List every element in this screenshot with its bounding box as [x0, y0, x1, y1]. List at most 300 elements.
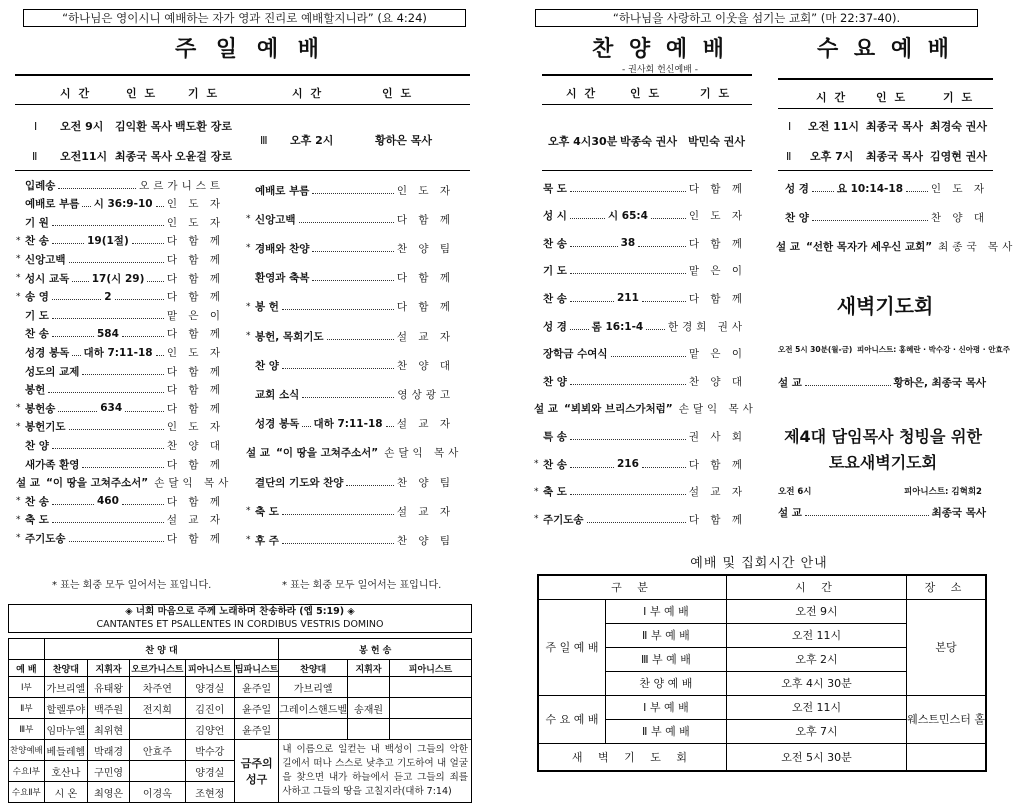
- order-label: 성 경: [785, 182, 809, 195]
- order-row: [246, 270, 454, 286]
- order-detail: 634: [100, 402, 123, 415]
- leader-dots: [570, 378, 686, 385]
- wed-service-1-prayer: 최경숙 권사: [930, 120, 987, 133]
- order-person: 다 함 께: [396, 213, 454, 226]
- order-row: [246, 211, 454, 227]
- service-2-time: 오전11시: [60, 150, 108, 163]
- order-detail: 19(1절): [87, 235, 129, 248]
- divider-header: [15, 104, 470, 105]
- schedule-hdr-category: 구 분: [538, 575, 726, 599]
- schedule-wed-place: 웨스트민스터 홀: [907, 695, 986, 743]
- order-row: [16, 456, 224, 472]
- order-label: 찬 양: [543, 375, 567, 388]
- order-row: [246, 445, 463, 461]
- choir-cell: 송재원: [348, 698, 390, 719]
- order-row: [246, 503, 454, 519]
- order-detail: “뵈뵈와 브리스가처럼”: [563, 403, 673, 416]
- choir-cell: [390, 719, 472, 740]
- choir-cell: 윤주일: [234, 677, 278, 698]
- order-row: [16, 437, 224, 453]
- table-row: [9, 698, 472, 719]
- wed-service-2-num: Ⅱ: [786, 150, 792, 163]
- dawn-preacher-row: [778, 374, 986, 390]
- service-1-leader: 김익환 목사: [115, 120, 172, 133]
- order-label: 환영과 축복: [255, 272, 310, 285]
- leader-dots: [570, 323, 589, 330]
- order-person: 인 도 자: [166, 421, 224, 434]
- saturday-preacher: 최종국 목사: [931, 506, 986, 519]
- order-label: 축 도: [543, 486, 567, 499]
- service-cell: 수요Ⅰ부: [9, 761, 45, 782]
- order-label: 찬 송: [25, 328, 49, 341]
- order-row: [16, 251, 224, 267]
- saturday-title-1: 제4대 담임목사 청빙을 위한: [784, 427, 982, 446]
- service-cell: Ⅰ부: [9, 677, 45, 698]
- choir-cell: 양경실: [185, 761, 234, 782]
- stand-marker: *: [16, 421, 21, 432]
- leader-dots: [327, 333, 394, 340]
- order-label: 송 영: [25, 291, 49, 304]
- choir-cell: [390, 677, 472, 698]
- service-1-num: Ⅰ: [34, 120, 38, 133]
- stand-marker: *: [246, 506, 251, 517]
- schedule-dawn-time: 오전 5시 30분: [726, 743, 906, 771]
- wed-hdr-prayer: 기 도: [943, 91, 975, 104]
- schedule-sunday-label: 주 일 예 배: [538, 599, 605, 695]
- order-person: 인 도 자: [166, 198, 224, 211]
- hdr-time-a: 시 간: [60, 87, 92, 100]
- schedule-dawn-label: 새 벽 기 도 회: [538, 743, 726, 771]
- order-label: 성 시: [543, 210, 567, 223]
- choir-cell: [390, 698, 472, 719]
- service-3-leader: 황하은 목사: [375, 134, 432, 147]
- order-person: 찬 양 팀: [396, 476, 454, 489]
- saturday-title-2: 토요새벽기도회: [828, 453, 938, 472]
- order-row: [16, 289, 224, 305]
- order-label: 성도의 교제: [25, 365, 80, 378]
- order-person: 다 함 께: [166, 235, 225, 248]
- wednesday-title: 수 요 예 배: [817, 37, 953, 62]
- choir-cell: 조현정: [185, 782, 234, 803]
- golden-verse-text: 내 이름으로 일컫는 내 백성이 그들의 악한 길에서 떠나 스스로 낮추고 기도하여 내 얼굴을 찾으면 내가 하늘에서 듣고 그들의 죄를 사하고 그들의 땅을 고칠지라(대하 7:14): [279, 740, 472, 803]
- order-detail: 38: [620, 237, 636, 250]
- wed-hdr-leader: 인 도: [876, 91, 908, 104]
- order-row: [16, 363, 224, 379]
- leader-dots: [52, 516, 164, 523]
- choir-cell: 이경옥: [130, 782, 186, 803]
- praise-time: 오후 4시30분: [548, 135, 618, 148]
- order-person: 다 함 께: [166, 532, 224, 545]
- order-detail: 대하 7:11-18: [313, 418, 383, 431]
- choir-verse-la: CANTANTES ET PSALLENTES IN CORDIBUS VESTRIS DOMINO: [96, 619, 384, 630]
- choir-verse-ko: ◈ 너희 마음으로 주께 노래하며 찬송하라 (엡 5:19) ◈: [125, 606, 355, 617]
- schedule-row-time: 오후 7시: [726, 719, 906, 743]
- leader-dots: [132, 237, 164, 244]
- order-label: 찬 양: [255, 359, 279, 372]
- order-row: [534, 290, 746, 306]
- wed-service-1-num: Ⅰ: [788, 120, 792, 133]
- choir-cell: 최위현: [88, 719, 130, 740]
- order-label: 묵 도: [543, 182, 567, 195]
- order-label: 설 교: [534, 403, 558, 416]
- choir-col-header: 찬양대: [279, 660, 348, 677]
- praise-subtitle: - 권사회 헌신예배 -: [622, 65, 698, 75]
- schedule-row-time: 오전 11시: [726, 623, 906, 647]
- choir-group-header: 찬 양 대: [44, 639, 279, 660]
- stand-marker: *: [534, 459, 539, 469]
- order-person: 최종국 목사: [938, 240, 1016, 253]
- service-cell: Ⅲ부: [9, 719, 45, 740]
- order-row: [16, 400, 224, 416]
- stand-marker: *: [534, 486, 539, 497]
- choir-cell: [348, 677, 390, 698]
- choir-cell: 김진이: [185, 698, 234, 719]
- order-person: 인 도 자: [166, 346, 224, 359]
- hdr-leader-b: 인 도: [382, 87, 414, 100]
- schedule-row-name: Ⅰ 부 예 배: [605, 695, 726, 719]
- stand-marker: *: [246, 301, 251, 312]
- order-detail: 17(시 29): [91, 272, 145, 285]
- choir-table: [8, 638, 472, 803]
- leader-dots: [58, 405, 97, 412]
- choir-cell: 김양언: [185, 719, 234, 740]
- order-row: [534, 263, 746, 279]
- service-2-leader: 최종국 목사: [115, 150, 172, 163]
- sunday-title: 주 일 예 배: [175, 37, 325, 62]
- choir-cell: 박수강: [185, 740, 234, 761]
- schedule-row-name: Ⅱ 부 예 배: [605, 719, 726, 743]
- order-detail: 460: [96, 495, 119, 508]
- choir-col-header: 지휘자: [348, 660, 390, 677]
- schedule-hdr-time: 시 간: [726, 575, 906, 599]
- leader-dots: [156, 200, 164, 207]
- leader-dots: [282, 508, 394, 515]
- right-verse-text: “하나님을 사랑하고 이웃을 섬기는 교회” (마 22:37-40).: [612, 11, 901, 25]
- wed-service-2-prayer: 김영현 권사: [930, 150, 987, 163]
- order-label: 신앙고백: [25, 253, 66, 266]
- table-row: [9, 719, 472, 740]
- stand-marker: *: [16, 533, 21, 544]
- schedule-title: 예배 및 집회시간 안내: [690, 556, 828, 571]
- order-label: 장학금 수여식: [543, 348, 608, 361]
- order-label: 찬 양: [785, 211, 809, 224]
- hdr-time-b: 시 간: [292, 87, 324, 100]
- order-row: [534, 401, 757, 417]
- order-person: 설 교 자: [688, 486, 746, 499]
- dawn-pianists: 피아니스트: 홍혜란 · 박수강 · 신아평 · 안효주: [857, 345, 1010, 354]
- leader-dots: [812, 185, 834, 192]
- leader-dots: [82, 461, 164, 468]
- order-row: [246, 416, 454, 432]
- service-cell: 찬양예배: [9, 740, 45, 761]
- right-verse-box: [535, 9, 978, 27]
- choir-cell: 가브리엘: [279, 677, 348, 698]
- order-person: 맡 은 이: [688, 348, 746, 361]
- leader-dots: [642, 461, 686, 468]
- leader-dots: [122, 498, 164, 505]
- order-label: 경배와 찬양: [255, 242, 310, 255]
- leader-dots: [570, 267, 686, 274]
- order-person: 인 도 자: [396, 184, 454, 197]
- order-detail: 요 10:14-18: [836, 182, 904, 195]
- table-row: [9, 740, 472, 761]
- choir-cell: 윤주일: [234, 719, 278, 740]
- order-label: 찬 양: [25, 439, 49, 452]
- leader-dots: [72, 275, 89, 282]
- order-row: [16, 307, 224, 323]
- divider-services: [15, 170, 470, 171]
- leader-dots: [570, 488, 686, 495]
- order-label: 찬 송: [543, 237, 567, 250]
- leader-dots: [52, 498, 94, 505]
- order-label: 새가족 환영: [25, 458, 80, 471]
- order-label: 성경 봉독: [255, 418, 300, 431]
- order-row: [776, 238, 1016, 254]
- order-person: 오르가니스트: [139, 179, 224, 192]
- order-label: 찬 송: [543, 292, 567, 305]
- order-person: 손달익 목사: [384, 447, 463, 460]
- left-verse-box: [23, 9, 466, 27]
- leader-dots: [282, 303, 394, 310]
- leader-dots: [570, 461, 614, 468]
- choir-cell: 구민영: [88, 761, 130, 782]
- order-row: [16, 326, 224, 342]
- leader-dots: [72, 349, 80, 356]
- order-row: [534, 208, 746, 224]
- leader-dots: [302, 420, 310, 427]
- choir-cell: 유태왕: [88, 677, 130, 698]
- order-person: 손달익 목사: [154, 477, 233, 490]
- leader-dots: [570, 185, 686, 192]
- order-label: 주기도송: [543, 513, 584, 526]
- leader-dots: [69, 535, 164, 542]
- saturday-preacher-row: [778, 504, 986, 520]
- leader-dots: [52, 293, 101, 300]
- wed-divider-hdr: [778, 108, 993, 109]
- order-row: [16, 493, 224, 509]
- order-person: 다 함 께: [166, 402, 224, 415]
- wed-hdr-time: 시 간: [816, 91, 848, 104]
- order-label: 예배로 부름: [255, 184, 310, 197]
- praise-divider-hdr: [542, 104, 752, 105]
- order-row: [534, 235, 746, 251]
- leader-dots: [805, 509, 929, 516]
- stand-marker: *: [246, 331, 251, 341]
- choir-cell: 양경실: [185, 677, 234, 698]
- service-cell: 수요Ⅱ부: [9, 782, 45, 803]
- order-label: 예배로 부름: [25, 198, 80, 211]
- service-cell: Ⅱ부: [9, 698, 45, 719]
- choir-cell: [130, 761, 186, 782]
- leader-dots: [642, 295, 686, 302]
- order-detail: 211: [616, 292, 639, 305]
- order-person: 다 함 께: [396, 272, 454, 285]
- wed-service-2-time: 오후 7시: [810, 150, 854, 163]
- saturday-pianist: 피아니스트: 김혁회2: [904, 487, 982, 497]
- order-label: 기 도: [543, 265, 567, 278]
- leader-dots: [156, 349, 164, 356]
- order-row: [776, 180, 988, 196]
- praise-hdr-prayer: 기 도: [700, 87, 732, 100]
- order-person: 다 함 께: [688, 513, 746, 526]
- stand-marker: *: [246, 535, 251, 546]
- choir-col-header: 예 배: [9, 660, 45, 677]
- note-a: * 표는 회중 모두 일어서는 표입니다.: [52, 580, 212, 591]
- order-label: 기 도: [25, 309, 49, 322]
- leader-dots: [611, 350, 686, 357]
- schedule-row-time: 오후 4시 30분: [726, 671, 906, 695]
- order-label: 설 교: [16, 477, 40, 490]
- dawn-time: 오전 5시 30분(월-금): [778, 345, 853, 354]
- order-detail: “이 땅을 고쳐주소서”: [45, 477, 149, 490]
- dawn-label: 설 교: [778, 376, 802, 389]
- order-label: 주기도송: [25, 532, 66, 545]
- praise-leader: 박종숙 권사: [620, 135, 677, 148]
- stand-marker: *: [534, 514, 539, 525]
- order-person: 인 도 자: [930, 182, 989, 195]
- choir-col-header: 지휘자: [88, 660, 130, 677]
- schedule-row-time: 오후 2시: [726, 647, 906, 671]
- order-person: 찬 양 팀: [396, 534, 454, 547]
- order-label: 신앙고백: [255, 213, 296, 226]
- order-label: 특 송: [543, 430, 567, 443]
- choir-cell: 시 온: [44, 782, 87, 803]
- praise-title: 찬 양 예 배: [592, 37, 728, 62]
- choir-cell: 호산나: [44, 761, 87, 782]
- order-detail: 시 65:4: [607, 210, 648, 223]
- order-row: [16, 512, 224, 528]
- order-row: [246, 357, 454, 373]
- order-person: 다 함 께: [166, 291, 224, 304]
- choir-cell: [279, 719, 348, 740]
- leader-dots: [312, 245, 394, 252]
- praise-hdr-time: 시 간: [566, 87, 598, 100]
- leader-dots: [52, 330, 94, 337]
- order-row: [246, 328, 454, 344]
- order-person: 다 함 께: [688, 237, 746, 250]
- choir-cell: 최영은: [88, 782, 130, 803]
- order-label: 축 도: [255, 505, 279, 518]
- order-row: [16, 475, 233, 491]
- order-row: [16, 530, 224, 546]
- order-row: [534, 511, 746, 527]
- choir-cell: 백주원: [88, 698, 130, 719]
- leader-dots: [805, 379, 891, 386]
- order-label: 입례송: [25, 179, 56, 192]
- stand-marker: *: [246, 243, 251, 254]
- schedule-row-name: 찬 양 예 배: [605, 671, 726, 695]
- service-3-num: Ⅲ: [260, 134, 268, 147]
- order-row: [246, 240, 454, 256]
- order-person: 다 함 께: [166, 272, 224, 285]
- leader-dots: [570, 295, 614, 302]
- schedule-sunday-place: 본당: [907, 599, 986, 695]
- stand-marker: *: [16, 273, 21, 283]
- stand-marker: *: [16, 291, 21, 302]
- order-row: [776, 209, 988, 225]
- left-verse-text: “하나님은 영이시니 예배하는 자가 영과 진리로 예배할지니라” (요 4:24): [62, 11, 427, 25]
- choir-cell: [348, 719, 390, 740]
- order-person: 다 함 께: [166, 365, 224, 378]
- order-person: 인 도 자: [166, 216, 224, 229]
- schedule-row-name: Ⅰ 부 예 배: [605, 599, 726, 623]
- order-person: 다 함 께: [688, 458, 747, 471]
- order-row: [534, 346, 746, 362]
- dawn-preacher: 황하은, 최종국 목사: [893, 376, 986, 389]
- order-label: 봉 헌: [255, 301, 279, 314]
- leader-dots: [52, 219, 164, 226]
- schedule-row-name: Ⅲ 부 예 배: [605, 647, 726, 671]
- order-person: 찬 양 대: [930, 211, 988, 224]
- order-row: [16, 419, 224, 435]
- leader-dots: [570, 433, 686, 440]
- order-row: [16, 382, 224, 398]
- leader-dots: [58, 182, 136, 189]
- order-detail: 대하 7:11-18: [83, 346, 153, 359]
- order-detail: 롬 16:1-4: [591, 320, 644, 333]
- order-person: 설 교 자: [396, 418, 454, 431]
- choir-cell: 베들레헴: [44, 740, 87, 761]
- choir-cell: 그레이스핸드벨: [279, 698, 348, 719]
- order-person: 찬 양 팀: [396, 242, 454, 255]
- order-row: [16, 270, 224, 286]
- order-detail: “이 땅을 고쳐주소서”: [275, 447, 379, 460]
- choir-col-header: 피아니스트: [185, 660, 234, 677]
- order-person: 맡 은 이: [688, 265, 746, 278]
- order-label: 찬 송: [25, 495, 49, 508]
- leader-dots: [115, 293, 164, 300]
- dawn-title: 새벽기도회: [836, 294, 934, 318]
- choir-cell: 윤주일: [234, 698, 278, 719]
- order-person: 영상광고: [397, 388, 454, 401]
- praise-divider-top: [542, 74, 752, 76]
- order-row: [246, 182, 454, 198]
- service-1-prayer: 백도환 장로: [175, 120, 232, 133]
- choir-col-header: 팀파니스트: [234, 660, 278, 677]
- choir-cell: 박래경: [88, 740, 130, 761]
- leader-dots: [282, 537, 394, 544]
- stand-marker: *: [16, 403, 21, 414]
- leader-dots: [82, 200, 90, 207]
- order-person: 손달익 목사: [678, 403, 757, 416]
- leader-dots: [48, 386, 164, 393]
- order-person: 맡 은 이: [166, 309, 224, 322]
- note-b: * 표는 회중 모두 일어서는 표입니다.: [282, 580, 442, 591]
- leader-dots: [646, 323, 665, 330]
- stand-marker: *: [16, 496, 21, 507]
- order-row: [16, 214, 224, 230]
- order-person: 설 교 자: [166, 514, 224, 527]
- order-row: [534, 318, 746, 334]
- service-3-time: 오후 2시: [290, 134, 334, 147]
- order-label: 성시 교독: [25, 272, 70, 285]
- choir-cell: 전지희: [130, 698, 186, 719]
- order-label: 봉헌, 목회기도: [255, 330, 324, 343]
- order-person: 인 도 자: [688, 210, 747, 223]
- schedule-table: [537, 574, 987, 772]
- order-label: 후 주: [255, 534, 279, 547]
- order-label: 설 교: [246, 447, 270, 460]
- choir-cell: [130, 719, 186, 740]
- order-row: [16, 196, 224, 212]
- wed-divider-top: [778, 78, 993, 80]
- order-row: [16, 344, 224, 360]
- order-person: 다 함 께: [166, 458, 224, 471]
- order-detail: 216: [616, 458, 639, 470]
- order-person: 다 함 께: [688, 182, 746, 195]
- order-label: 성 경: [543, 320, 567, 333]
- stand-marker: *: [16, 235, 21, 246]
